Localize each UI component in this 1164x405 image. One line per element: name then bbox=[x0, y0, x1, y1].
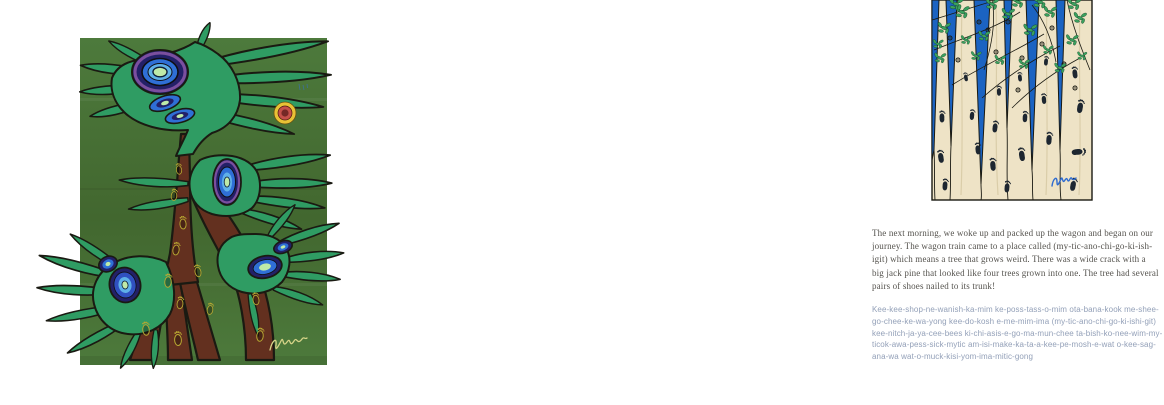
right-artwork-birch-painting bbox=[932, 0, 1092, 200]
motif-middle-vertical bbox=[213, 159, 241, 205]
right-book-page bbox=[405, 0, 1163, 405]
left-book-page bbox=[0, 0, 405, 405]
left-artwork-tree-painting bbox=[80, 38, 327, 365]
phonetic-transliteration: Kee-kee-shop-ne-wanish-ka-mim ke-poss-tass-o-mim ota-bana-kook me-shee-go-chee-ke-wa-yong kee-do-kosh e-me-mim-ima (my-tic-ano-chi-go-ki-ishi-git) kee-nitch-ja-ya-cee-bees ki-chi-asis-e-go-ma-mun-chee ta-bish-ko-nee-wim-my-ticok-awa-pess-sick-mytic am-isi-make-ka-ta-a-kee-pe-mosh-e-wat o-kee-sag-ana-wa wat-o-muck-kisi-yom-ima-mitic-gong bbox=[872, 305, 1163, 362]
sun bbox=[274, 102, 296, 124]
story-paragraph: The next morning, we woke up and packed up the wagon and began on our journey. The wagon train came to a place called (my-tic-ano-chi-go-ki-ish-igit) which means a tree that grows weird. There was a wide crack with a big jack pine that looked like four trees grown into one. The tree had several pairs of shoes nailed to its trunk! bbox=[872, 228, 1159, 291]
motif-top-large bbox=[132, 50, 188, 94]
